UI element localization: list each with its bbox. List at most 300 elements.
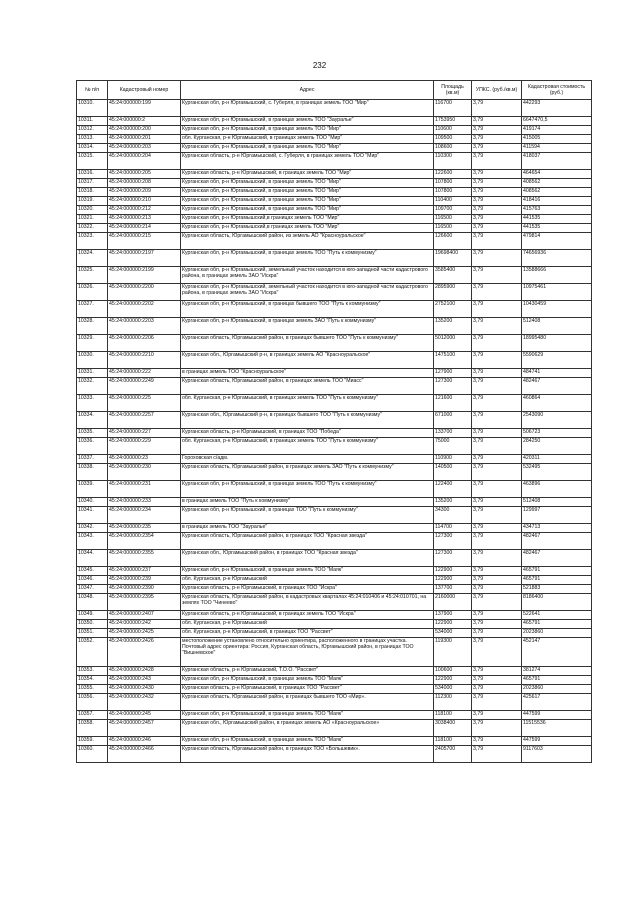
cell-upks: 3,79	[472, 455, 522, 464]
table-row	[77, 667, 592, 676]
cell-number: 10357.	[77, 711, 108, 720]
cell-cadastral-number: 45:24:000000:2428	[108, 667, 181, 676]
cell-address: Курганская обл, р-н Юргамышский, в границах земель ТОО "Мир"	[181, 188, 434, 197]
cell-cadastral-value: 2023860	[522, 629, 592, 638]
cell-address: в границах земель ТОО "Красноуральское"	[181, 369, 434, 378]
cell-cadastral-value: 10430459	[522, 301, 592, 318]
cell-number: 10350.	[77, 620, 108, 629]
cell-cadastral-value: 506723	[522, 429, 592, 438]
cell-address: обл. Курганская, р-н Юргамышский	[181, 620, 434, 629]
cell-cadastral-value: 447599	[522, 711, 592, 720]
cell-address: Курганская область, р-н Юргамышский, в границах ТОО "Победа"	[181, 429, 434, 438]
table-row	[77, 507, 592, 524]
cell-address: Курганская обл, р-н Юргамышский,в границах земель ТОО "Мир"	[181, 224, 434, 233]
table-row	[77, 215, 592, 224]
cell-address: Курганская обл, р-н Юргамышский, в границах земель ТОО "Путь к коммунизму"	[181, 250, 434, 267]
cell-upks: 3,79	[472, 284, 522, 301]
cell-number: 10342.	[77, 524, 108, 533]
table-row	[77, 711, 592, 720]
cell-area: 2405700	[434, 746, 472, 763]
cell-cadastral-number: 45:24:000000:222	[108, 369, 181, 378]
cell-cadastral-value: 441535	[522, 215, 592, 224]
cell-upks: 3,79	[472, 135, 522, 144]
cell-area: 122900	[434, 676, 472, 685]
cell-number: 10349.	[77, 611, 108, 620]
cell-upks: 3,79	[472, 585, 522, 594]
cell-address: Курганская область, Юргамышский район, в кадастровых кварталах 45:24:010406 и 45:24:010701, на землях ТОО "Чинеево"	[181, 594, 434, 611]
cell-upks: 3,79	[472, 197, 522, 206]
cell-cadastral-value: 5590629	[522, 352, 592, 369]
cell-number: 10354.	[77, 676, 108, 685]
cell-address: Курганская обл, р-н Юргамышский, в границах земель ТОО "Зауралье"	[181, 117, 434, 126]
table-row	[77, 629, 592, 638]
cell-number: 10317.	[77, 179, 108, 188]
cell-address: Курганская область, р-н Юргамышский, в границах земель ТОО "Искра"	[181, 611, 434, 620]
cell-address: Курганская обл, р-н Юргамышский, земельный участок находится в юго-западной части кадастрового района, в границах земель ЗАО "Искра"	[181, 284, 434, 301]
cell-upks: 3,79	[472, 438, 522, 455]
cell-area: 109500	[434, 135, 472, 144]
cell-cadastral-number: 45:24:000000:237	[108, 567, 181, 576]
table-row	[77, 576, 592, 585]
cell-cadastral-value: 418416	[522, 197, 592, 206]
cell-cadastral-value: 9117603	[522, 746, 592, 763]
cell-cadastral-value: 419174	[522, 126, 592, 135]
cell-upks: 3,79	[472, 524, 522, 533]
cell-number: 10351.	[77, 629, 108, 638]
cell-cadastral-number: 45:24:000000:230	[108, 464, 181, 481]
cell-number: 10312.	[77, 126, 108, 135]
cell-upks: 3,79	[472, 301, 522, 318]
cell-address: Курганская обл, р-н Юргамышский, в границах земель ТОО "Мир"	[181, 179, 434, 188]
cell-upks: 3,79	[472, 620, 522, 629]
cell-cadastral-value: 13588666	[522, 267, 592, 284]
cell-area: 19698400	[434, 250, 472, 267]
table-row	[77, 438, 592, 455]
cell-cadastral-number: 45:24:000000:225	[108, 395, 181, 412]
cell-area: 126600	[434, 233, 472, 250]
cell-number: 10330.	[77, 352, 108, 369]
table-row	[77, 638, 592, 667]
table-row	[77, 694, 592, 711]
cell-area: 2895900	[434, 284, 472, 301]
cell-upks: 3,79	[472, 667, 522, 676]
cell-upks: 3,79	[472, 676, 522, 685]
cell-number: 10325.	[77, 267, 108, 284]
cell-address: обл. Курганская, р-н Юргамышский, в границах земель ТОО "Путь к коммунизму"	[181, 438, 434, 455]
cell-upks: 3,79	[472, 126, 522, 135]
cell-number: 10332.	[77, 378, 108, 395]
cell-address: Курганская область, Юргамышский район, в границах ТОО "Красная звезда"	[181, 533, 434, 550]
table-row	[77, 233, 592, 250]
cell-cadastral-number: 45:24:000000:2	[108, 117, 181, 126]
table-row	[77, 352, 592, 369]
cell-cadastral-value: 411594	[522, 144, 592, 153]
cell-area: 110300	[434, 153, 472, 170]
cell-upks: 3,79	[472, 429, 522, 438]
table-row	[77, 100, 592, 117]
cell-address: Курганская обл., Юргамышский р-н, в границах бывшего ТОО "Путь к коммунизму"	[181, 412, 434, 429]
header-upks: УПКС. (руб./кв.м)	[472, 81, 522, 100]
cell-address: Курганская обл, р-н Юргамышский, в границах земель ТОО "Мир"	[181, 197, 434, 206]
table-row	[77, 620, 592, 629]
table-row	[77, 153, 592, 170]
cell-number: 10331.	[77, 369, 108, 378]
cell-cadastral-value: 2543090	[522, 412, 592, 429]
table-row	[77, 144, 592, 153]
cell-cadastral-number: 45:24:000000:229	[108, 438, 181, 455]
cell-cadastral-number: 45:24:000000:2457	[108, 720, 181, 737]
cell-upks: 3,79	[472, 576, 522, 585]
cell-upks: 3,79	[472, 250, 522, 267]
cell-cadastral-value: 434713	[522, 524, 592, 533]
cell-cadastral-number: 45:24:000000:2466	[108, 746, 181, 763]
table-row	[77, 135, 592, 144]
cell-cadastral-value: 463896	[522, 481, 592, 498]
cell-cadastral-number: 45:24:000000:208	[108, 179, 181, 188]
cell-area: 534000	[434, 685, 472, 694]
cell-area: 121600	[434, 395, 472, 412]
cell-upks: 3,79	[472, 611, 522, 620]
cell-number: 10355.	[77, 685, 108, 694]
cell-address: Курганская область, Юргамышский район, в границах ТОО «Большевик».	[181, 746, 434, 763]
cell-upks: 3,79	[472, 694, 522, 711]
cell-cadastral-value: 74656936	[522, 250, 592, 267]
table-row	[77, 170, 592, 179]
cell-cadastral-number: 45:24:000000:200	[108, 126, 181, 135]
cell-number: 10344.	[77, 550, 108, 567]
cell-cadastral-value: 11515536	[522, 720, 592, 737]
cell-cadastral-value: 452147	[522, 638, 592, 667]
cell-cadastral-number: 45:24:000000:210	[108, 197, 181, 206]
cell-area: 3038400	[434, 720, 472, 737]
cell-address: Курганская обл., Юргамышский р-н, в границах земель АО "Красноуральское"	[181, 352, 434, 369]
cell-number: 10320.	[77, 206, 108, 215]
cell-address: Курганская обл., Юргамышский район, в границах ТОО "Красная звезда"	[181, 550, 434, 567]
cell-address: Курганская область, Юргамышский район, в границах бывшего ТОО «Мир».	[181, 694, 434, 711]
cell-cadastral-value: 415005	[522, 135, 592, 144]
cell-area: 100600	[434, 667, 472, 676]
cell-upks: 3,79	[472, 550, 522, 567]
cell-area: 1753950	[434, 117, 472, 126]
cell-address: Курганская область, р-н Юргамышский, в границах ТОО "Искра"	[181, 585, 434, 594]
cell-cadastral-value: 532495	[522, 464, 592, 481]
cell-cadastral-value: 18995480	[522, 335, 592, 352]
cell-number: 10359.	[77, 737, 108, 746]
header-area: Площадь (кв.м)	[434, 81, 472, 100]
cell-number: 10328.	[77, 318, 108, 335]
cell-address: Курганская область, р-н Юргамышский, Т.О.О. "Рассвет"	[181, 667, 434, 676]
cell-number: 10321.	[77, 215, 108, 224]
cell-area: 116500	[434, 215, 472, 224]
cell-cadastral-number: 45:24:000000:239	[108, 576, 181, 585]
cell-number: 10324.	[77, 250, 108, 267]
table-row	[77, 335, 592, 352]
cell-cadastral-value: 415763	[522, 206, 592, 215]
header-address: Адрес	[181, 81, 434, 100]
table-row	[77, 301, 592, 318]
cell-cadastral-number: 45:24:000000:2210	[108, 352, 181, 369]
cell-number: 10358.	[77, 720, 108, 737]
cell-cadastral-number: 45:24:000000:2407	[108, 611, 181, 620]
cell-number: 10335.	[77, 429, 108, 438]
cell-area: 671000	[434, 412, 472, 429]
cell-upks: 3,79	[472, 638, 522, 667]
cell-area: 75000	[434, 438, 472, 455]
cell-area: 34300	[434, 507, 472, 524]
cell-address: Гороховская с/адм.	[181, 455, 434, 464]
cell-cadastral-number: 45:24:000000:245	[108, 711, 181, 720]
cell-upks: 3,79	[472, 594, 522, 611]
cell-cadastral-value: 512408	[522, 498, 592, 507]
cell-upks: 3,79	[472, 335, 522, 352]
cell-number: 10322.	[77, 224, 108, 233]
cell-cadastral-value: 442293	[522, 100, 592, 117]
cell-area: 2160000	[434, 594, 472, 611]
table-row	[77, 464, 592, 481]
table-row	[77, 126, 592, 135]
cell-address: Курганская обл, р-н Юргамышский, в границах земель ТОО "Маяк"	[181, 737, 434, 746]
cell-upks: 3,79	[472, 100, 522, 117]
cell-number: 10356.	[77, 694, 108, 711]
cell-area: 5012000	[434, 335, 472, 352]
cell-cadastral-number: 45:24:000000:242	[108, 620, 181, 629]
cell-upks: 3,79	[472, 369, 522, 378]
cell-area: 137900	[434, 611, 472, 620]
cell-upks: 3,79	[472, 153, 522, 170]
cell-cadastral-value: 512408	[522, 318, 592, 335]
cell-upks: 3,79	[472, 412, 522, 429]
cell-area: 114700	[434, 524, 472, 533]
header-cadastral-value: Кадастровая стоимость (руб.)	[522, 81, 592, 100]
table-header-row	[77, 81, 592, 100]
table-row	[77, 267, 592, 284]
cell-area: 133700	[434, 429, 472, 438]
cell-cadastral-value: 521883	[522, 585, 592, 594]
cell-address: Курганская область, Юргамышский район, в границах бывшего ТОО "Путь к коммунизму"	[181, 335, 434, 352]
cell-cadastral-value: 465791	[522, 676, 592, 685]
cell-upks: 3,79	[472, 352, 522, 369]
cell-address: местоположение установлено относительно ориентира, расположенного в границах участка. Почтовый адрес ориентира: Россия, Курганская область, Юргамышский район, в границах ТОО "Вишневское"	[181, 638, 434, 667]
cell-upks: 3,79	[472, 267, 522, 284]
cell-cadastral-number: 45:24:000000:215	[108, 233, 181, 250]
cell-number: 10314.	[77, 144, 108, 153]
cell-cadastral-number: 45:24:000000:234	[108, 507, 181, 524]
table-row	[77, 585, 592, 594]
cell-address: обл. Курганская, р-н Юргамышский, в границах земель ТОО "Путь к коммунизму"	[181, 395, 434, 412]
cell-area: 122600	[434, 170, 472, 179]
cadastral-value-table	[76, 80, 592, 763]
cell-area: 135200	[434, 318, 472, 335]
cell-upks: 3,79	[472, 179, 522, 188]
cell-address: Курганская область, р-н Юргамышский, в границах земель ТОО "Мир"	[181, 170, 434, 179]
cell-address: Курганская обл, р-н Юргамышский, в границах земель ТОО "Маяк"	[181, 676, 434, 685]
cell-cadastral-value: 408562	[522, 179, 592, 188]
table-row	[77, 412, 592, 429]
cell-address: Курганская обл, р-н Юргамышский, земельный участок находится в юго-западной части кадастрового района, в границах земель ЗАО "Искра"	[181, 267, 434, 284]
cell-upks: 3,79	[472, 224, 522, 233]
cell-address: Курганская обл., Юргамышский район, в границах земель АО «Красноуральское»	[181, 720, 434, 737]
cell-upks: 3,79	[472, 533, 522, 550]
cell-area: 140500	[434, 464, 472, 481]
cell-upks: 3,79	[472, 464, 522, 481]
cell-upks: 3,79	[472, 144, 522, 153]
cell-cadastral-number: 45:24:000000:235	[108, 524, 181, 533]
cell-cadastral-number: 45:24:000000:2355	[108, 550, 181, 567]
table-row	[77, 594, 592, 611]
cell-upks: 3,79	[472, 685, 522, 694]
cell-address: Курганская обл, р-н Юргамышский, в границах бывшего ТОО "Путь к коммунизму"	[181, 301, 434, 318]
cell-number: 10326.	[77, 284, 108, 301]
cell-upks: 3,79	[472, 188, 522, 197]
cell-upks: 3,79	[472, 378, 522, 395]
cell-area: 122400	[434, 481, 472, 498]
table-row	[77, 179, 592, 188]
table-row	[77, 685, 592, 694]
cell-cadastral-number: 45:24:000000:214	[108, 224, 181, 233]
cell-address: Курганская обл, р-н Юргамышский, в границах земель ТОО "Маяк"	[181, 711, 434, 720]
table-row	[77, 720, 592, 737]
cell-upks: 3,79	[472, 737, 522, 746]
cell-cadastral-number: 45:24:000000:205	[108, 170, 181, 179]
cell-area: 127900	[434, 369, 472, 378]
cell-area: 534000	[434, 629, 472, 638]
cell-cadastral-value: 522641	[522, 611, 592, 620]
cell-number: 10338.	[77, 464, 108, 481]
cell-upks: 3,79	[472, 481, 522, 498]
cell-cadastral-number: 45:24:000000:23	[108, 455, 181, 464]
cell-area: 2752100	[434, 301, 472, 318]
cell-cadastral-number: 45:24:000000:233	[108, 498, 181, 507]
cell-upks: 3,79	[472, 746, 522, 763]
cell-number: 10353.	[77, 667, 108, 676]
cell-address: Курганская область, Юргамышский район, в границах земель ЗАО "Путь к коммунизму"	[181, 464, 434, 481]
cell-cadastral-value: 465791	[522, 576, 592, 585]
cell-cadastral-number: 45:24:000000:2426	[108, 638, 181, 667]
cell-number: 10341.	[77, 507, 108, 524]
cell-cadastral-number: 45:24:000000:2395	[108, 594, 181, 611]
cell-area: 108600	[434, 144, 472, 153]
cell-number: 10311.	[77, 117, 108, 126]
cell-cadastral-value: 420311	[522, 455, 592, 464]
cell-cadastral-number: 45:24:000000:204	[108, 153, 181, 170]
cell-address: Курганская обл, р-н Юргамышский, в границах земель ЗАО "Путь к коммунизму"	[181, 318, 434, 335]
cell-area: 122900	[434, 620, 472, 629]
cell-cadastral-value: 8186400	[522, 594, 592, 611]
cell-address: Курганская область, Юргамышский район, в границах земель ТОО "Миасс"	[181, 378, 434, 395]
cell-number: 10334.	[77, 412, 108, 429]
table-body	[77, 100, 592, 763]
cell-cadastral-number: 45:24:000000:209	[108, 188, 181, 197]
cell-area: 107800	[434, 188, 472, 197]
cell-cadastral-value: 425617	[522, 694, 592, 711]
table-row	[77, 524, 592, 533]
cell-address: Курганская обл, р-н Юргамышский, в границах земель ТОО "Маяк"	[181, 567, 434, 576]
cell-cadastral-value: 10975461	[522, 284, 592, 301]
cell-cadastral-number: 45:24:000000:227	[108, 429, 181, 438]
table-row	[77, 737, 592, 746]
cell-cadastral-number: 45:24:000000:2430	[108, 685, 181, 694]
table-row	[77, 117, 592, 126]
cell-area: 110400	[434, 197, 472, 206]
cell-number: 10346.	[77, 576, 108, 585]
cell-address: обл. Курганская, р-н Юргамышский, в границах ТОО "Рассвет"	[181, 629, 434, 638]
cell-address: Курганская обл, р-н Юргамышский,в границах земель ТОО "Мир"	[181, 215, 434, 224]
cell-cadastral-value: 465791	[522, 567, 592, 576]
cell-cadastral-number: 45:24:000000:246	[108, 737, 181, 746]
cell-cadastral-value: 460864	[522, 395, 592, 412]
cell-number: 10318.	[77, 188, 108, 197]
cell-address: Курганская обл, р-н Юргамышский, в границах ТОО "Путь к коммунизму"	[181, 507, 434, 524]
header-cadastral-number: Кадастровый номер	[108, 81, 181, 100]
cell-cadastral-value: 447599	[522, 737, 592, 746]
cell-address: обл. Курганская, р-н Юргамышский, в границах земель ТОО "Мир"	[181, 135, 434, 144]
cell-address: обл. Курганская, р-н Юргамышский	[181, 576, 434, 585]
table-row	[77, 250, 592, 267]
cell-area: 127300	[434, 550, 472, 567]
cell-upks: 3,79	[472, 215, 522, 224]
cell-number: 10319.	[77, 197, 108, 206]
cell-cadastral-value: 479814	[522, 233, 592, 250]
cell-area: 118100	[434, 737, 472, 746]
cell-cadastral-number: 45:24:000000:201	[108, 135, 181, 144]
cell-area: 135200	[434, 498, 472, 507]
cell-address: Курганская область, р-н Юргамышский, в границах ТОО "Рассвет"	[181, 685, 434, 694]
cell-upks: 3,79	[472, 507, 522, 524]
cell-address: Курганская область, Юргамышский район, из земель АО "Красноуральское"	[181, 233, 434, 250]
cell-upks: 3,79	[472, 711, 522, 720]
cell-cadastral-value: 464654	[522, 170, 592, 179]
cell-cadastral-number: 45:24:000000:203	[108, 144, 181, 153]
table-row	[77, 567, 592, 576]
cell-number: 10348.	[77, 594, 108, 611]
cell-number: 10315.	[77, 153, 108, 170]
cell-cadastral-number: 45:24:000000:2354	[108, 533, 181, 550]
table-row	[77, 224, 592, 233]
cell-cadastral-value: 6647470,5	[522, 117, 592, 126]
cell-upks: 3,79	[472, 117, 522, 126]
cell-cadastral-value: 129997	[522, 507, 592, 524]
cell-number: 10323.	[77, 233, 108, 250]
cell-upks: 3,79	[472, 170, 522, 179]
cell-area: 122900	[434, 576, 472, 585]
cell-number: 10333.	[77, 395, 108, 412]
cell-number: 10337.	[77, 455, 108, 464]
cell-cadastral-value: 381274	[522, 667, 592, 676]
cell-cadastral-number: 45:24:000000:2202	[108, 301, 181, 318]
cell-address: в границах земель ТОО "Зауралье"	[181, 524, 434, 533]
cell-address: Курганская обл, р-н Юргамышский, с. Губерля, в границах земель ТОО "Мир"	[181, 100, 434, 117]
cell-address: Курганская обл, р-н Юргамышский, в границах земель ТОО "Мир"	[181, 126, 434, 135]
cell-number: 10336.	[77, 438, 108, 455]
cell-number: 10327.	[77, 301, 108, 318]
cell-area: 137700	[434, 585, 472, 594]
table-row	[77, 378, 592, 395]
cell-cadastral-number: 45:24:000000:2390	[108, 585, 181, 594]
cell-number: 10360.	[77, 746, 108, 763]
cell-upks: 3,79	[472, 629, 522, 638]
cell-cadastral-number: 45:24:000000:2200	[108, 284, 181, 301]
cell-address: Курганская область, р-н Юргамышский, с. Губерля, в границах земель ТОО "Мир"	[181, 153, 434, 170]
table-row	[77, 188, 592, 197]
cell-number: 10340.	[77, 498, 108, 507]
cell-area: 107800	[434, 179, 472, 188]
cell-number: 10310.	[77, 100, 108, 117]
cell-cadastral-value: 418037	[522, 153, 592, 170]
cell-cadastral-value: 465791	[522, 620, 592, 629]
cell-cadastral-number: 45:24:000000:199	[108, 100, 181, 117]
table-row	[77, 318, 592, 335]
cell-cadastral-number: 45:24:000000:212	[108, 206, 181, 215]
